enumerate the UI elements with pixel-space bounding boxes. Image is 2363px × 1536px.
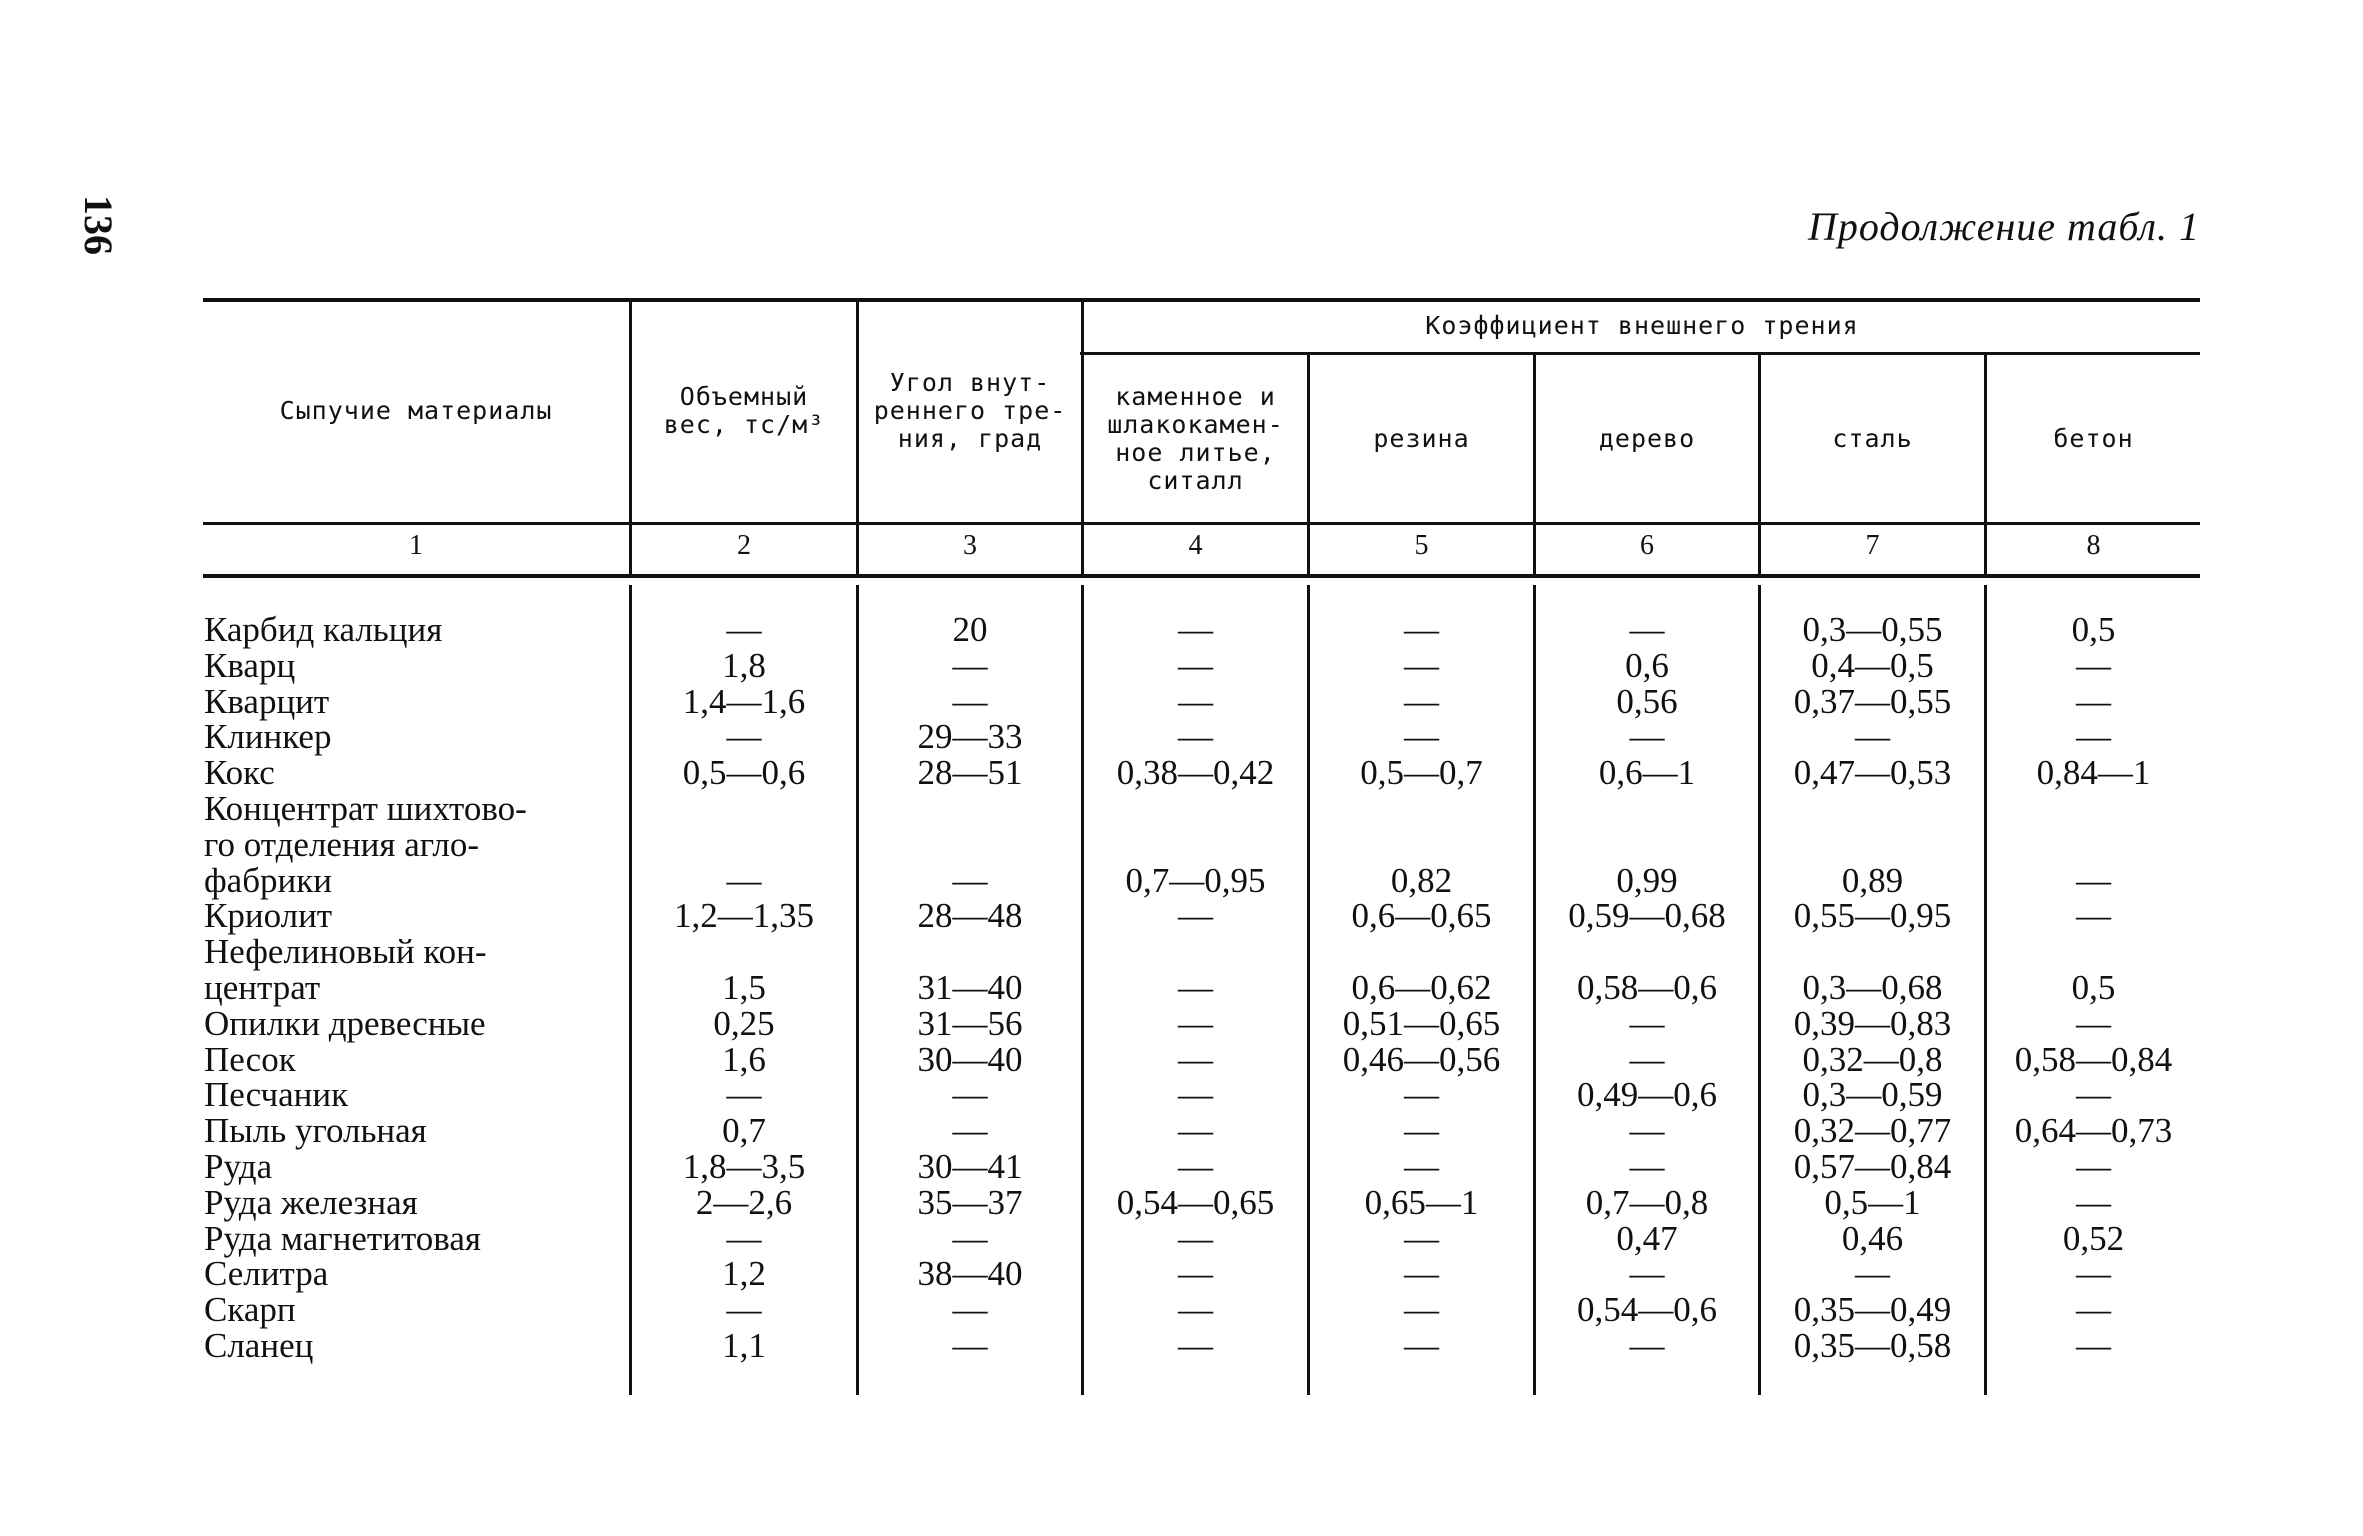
table-cell: — (1178, 1290, 1213, 1330)
table-cell: 0,89 (1841, 860, 1904, 900)
table-cell: 1,2—1,35 (674, 896, 814, 936)
table-cell: — (952, 681, 988, 721)
table-cell: — (2076, 1326, 2111, 1365)
table-row (0, 1182, 2363, 1222)
table-cell (632, 827, 856, 863)
table-cell: — (1178, 1147, 1213, 1186)
table-cell: 0,6—0,65 (1351, 896, 1492, 936)
material-name: Опилки древесные (204, 1003, 486, 1043)
table-row (0, 1218, 2363, 1258)
table-cell: — (1404, 645, 1439, 685)
table-cell: — (2076, 717, 2111, 757)
table-cell: — (1178, 1254, 1213, 1294)
table-cell: 0,49—0,6 (1577, 1075, 1717, 1115)
header-friction-angle: Угол внут- реннего тре- ния, град (873, 368, 1067, 453)
material-name: го отделения агло- (204, 824, 479, 864)
table-cell (1761, 791, 1984, 827)
material-name: Скарп (204, 1290, 296, 1330)
table-row (0, 934, 2363, 970)
table-cell: 1,4—1,6 (682, 681, 806, 721)
table-cell: 0,58—0,6 (1577, 968, 1717, 1007)
table-cell: — (1404, 1290, 1439, 1330)
table-cell: 0,6 (1625, 645, 1669, 685)
table-cell: 0,51—0,65 (1342, 1003, 1501, 1043)
material-name: Концентрат шихтово- (204, 789, 527, 828)
table-cell: — (726, 717, 762, 757)
table-row (0, 824, 2363, 864)
table-cell: 0,35—0,58 (1793, 1326, 1952, 1365)
table-cell: — (1178, 1218, 1213, 1258)
table-cell: 0,5—1 (1824, 1182, 1921, 1222)
table-cell (1987, 827, 2200, 863)
table-cell: 0,32—0,77 (1793, 1111, 1952, 1151)
column-number: 2 (737, 530, 751, 561)
table-cell: 1,8 (722, 645, 766, 685)
header-wood: дерево (1598, 423, 1696, 453)
table-cell: — (1178, 896, 1213, 936)
material-name: Нефелиновый кон- (204, 932, 487, 972)
table-cell: — (1404, 1075, 1439, 1115)
header-rubber: резина (1373, 423, 1470, 453)
header-stone-casting: каменное и шлакокамен- ное литье, ситалл (1107, 381, 1284, 495)
table-cell (1536, 827, 1758, 863)
table-cell: — (726, 1075, 762, 1115)
table-cell: 0,5 (2071, 968, 2116, 1007)
table-cell: — (1629, 610, 1665, 649)
table-cell: — (1178, 1003, 1213, 1043)
table-row (0, 1149, 2363, 1185)
column-number: 1 (409, 530, 423, 561)
material-name: Песок (204, 1039, 296, 1079)
table-cell (1310, 827, 1533, 863)
table-cell: — (1629, 1003, 1665, 1043)
table-cell: 30—41 (917, 1147, 1023, 1186)
table-cell: — (1178, 968, 1213, 1007)
table-cell (1084, 827, 1307, 863)
table-cell (1084, 791, 1307, 827)
table-row (0, 970, 2363, 1006)
table-cell: 0,5—0,7 (1360, 753, 1483, 793)
table-cell: — (1404, 1326, 1439, 1365)
table-cell: 0,7—0,95 (1125, 860, 1266, 900)
column-number: 4 (1188, 530, 1203, 561)
table-cell: 0,55—0,95 (1793, 896, 1952, 936)
material-name: Песчаник (204, 1075, 349, 1115)
table-cell: 1,5 (722, 968, 766, 1007)
table-cell: — (1178, 1039, 1213, 1079)
table-row (0, 755, 2363, 791)
table-cell: — (1178, 717, 1213, 757)
table-cell: 0,4—0,5 (1811, 645, 1934, 685)
material-name: Пыль угольная (204, 1111, 427, 1151)
table-cell: 1,6 (722, 1039, 766, 1079)
table-cell: — (2076, 645, 2111, 685)
table-cell: 0,58—0,84 (2014, 1039, 2173, 1079)
header-bulk-weight: Объемный вес, тс/м³ (663, 382, 825, 439)
table-cell: 31—56 (917, 1003, 1023, 1043)
table-cell: — (2076, 1290, 2111, 1330)
page-number: 136 (76, 195, 121, 255)
table-cell (1761, 827, 1984, 863)
table-cell: 0,5 (2071, 610, 2116, 649)
table-cell: 0,7—0,8 (1585, 1182, 1709, 1222)
material-name: Карбид кальция (204, 610, 443, 649)
column-number: 3 (963, 530, 977, 561)
table-cell: — (1404, 1218, 1439, 1258)
table-cell: — (1178, 645, 1213, 685)
table-cell: — (952, 860, 988, 900)
table-cell: 0,54—0,65 (1116, 1182, 1275, 1222)
table-cell (1536, 934, 1758, 970)
table-cell: 0,84—1 (2036, 753, 2151, 793)
table-cell: — (2076, 1147, 2111, 1186)
table-cell: 0,47 (1616, 1218, 1678, 1258)
table-cell: 0,6—0,62 (1351, 968, 1492, 1007)
table-cell: — (2076, 1075, 2111, 1115)
table-cell: — (1404, 1147, 1439, 1186)
table-cell: 30—40 (917, 1039, 1023, 1079)
column-number: 5 (1414, 530, 1429, 561)
table-cell: 0,57—0,84 (1793, 1147, 1952, 1186)
table-cell: 0,59—0,68 (1568, 896, 1726, 936)
table-cell: — (952, 1326, 988, 1365)
material-name: Руда магнетитовая (204, 1218, 481, 1258)
table-cell (859, 934, 1081, 970)
table-cell (859, 791, 1081, 827)
table-continuation-title: Продолжение табл. 1 (1807, 204, 2200, 249)
table-cell: 0,64—0,73 (2014, 1111, 2173, 1151)
table-row (0, 1077, 2363, 1113)
header-external-friction: Коэффициент внешнего трения (1425, 311, 1859, 340)
table-cell: — (952, 1075, 988, 1115)
table-cell: 35—37 (917, 1182, 1023, 1222)
table-cell (632, 934, 856, 970)
table-cell: 0,38—0,42 (1116, 753, 1275, 793)
material-name: Кварцит (204, 681, 330, 721)
table-row (0, 719, 2363, 755)
table-row (0, 1328, 2363, 1364)
table-cell: — (1629, 717, 1665, 757)
column-number: 8 (2086, 530, 2101, 561)
table-cell (859, 827, 1081, 863)
material-name: Клинкер (204, 717, 332, 757)
table-cell: 0,37—0,55 (1793, 681, 1952, 721)
table-cell: — (726, 860, 762, 900)
table-cell (1310, 934, 1533, 970)
header-steel: сталь (1832, 423, 1913, 453)
table-cell: — (1629, 1039, 1665, 1079)
table-cell: — (952, 645, 988, 685)
table-row (0, 791, 2363, 827)
table-cell: — (952, 1218, 988, 1258)
table-cell: — (1629, 1111, 1665, 1151)
table-row (0, 645, 2363, 685)
table-cell: — (726, 1290, 762, 1330)
table-cell: — (1855, 717, 1890, 757)
header-materials: Сыпучие материалы (279, 396, 553, 425)
table-cell: 0,46 (1841, 1218, 1904, 1258)
table-row (0, 898, 2363, 934)
table-cell: 0,3—0,59 (1802, 1075, 1943, 1115)
material-name: Кварц (204, 645, 296, 685)
table-cell: 0,46—0,56 (1342, 1039, 1501, 1079)
material-name: Селитра (204, 1254, 329, 1294)
table-cell: 0,35—0,49 (1793, 1290, 1952, 1330)
table-cell: 0,3—0,55 (1802, 610, 1943, 649)
table-cell: 1,2 (722, 1254, 766, 1294)
table-cell: 0,52 (2062, 1218, 2125, 1258)
table-cell: — (2076, 1182, 2111, 1222)
material-name: центрат (204, 968, 321, 1007)
table-cell: 1,1 (722, 1326, 766, 1365)
table-cell: 31—40 (917, 968, 1023, 1007)
table-cell: — (1178, 1111, 1213, 1151)
table-cell: — (952, 1290, 988, 1330)
table-row (0, 860, 2363, 900)
table-cell: — (1404, 1111, 1439, 1151)
table-cell: 0,39—0,83 (1793, 1003, 1952, 1043)
table-cell: — (1404, 717, 1439, 757)
header-bottom-rule (203, 522, 2200, 525)
column-numbers-rule (203, 574, 2200, 578)
table-cell: — (2076, 1254, 2111, 1294)
table-cell: 0,54—0,6 (1577, 1290, 1717, 1330)
table-cell: — (1629, 1326, 1665, 1365)
table-cell: — (2076, 860, 2111, 900)
table-cell: 0,25 (713, 1003, 775, 1043)
table-cell: 0,47—0,53 (1793, 753, 1952, 793)
table-cell: 2—2,6 (695, 1182, 793, 1222)
material-name: Сланец (204, 1326, 314, 1365)
table-cell: 20 (952, 610, 988, 649)
table-cell: — (1404, 610, 1439, 649)
table-cell: — (1178, 610, 1213, 649)
table-cell: 0,82 (1390, 860, 1453, 900)
table-cell (1987, 934, 2200, 970)
table-cell: — (952, 1111, 988, 1151)
table-row (0, 1003, 2363, 1043)
table-cell (1987, 791, 2200, 827)
table-row (0, 1292, 2363, 1328)
table-row (0, 1039, 2363, 1079)
table-row (0, 1113, 2363, 1149)
table-cell: — (726, 610, 762, 649)
table-cell: — (2076, 1003, 2111, 1043)
table-cell: — (1629, 1147, 1665, 1186)
table-row (0, 612, 2363, 648)
column-number: 6 (1640, 530, 1654, 561)
table-cell: — (1178, 1075, 1213, 1115)
table-cell: — (1404, 681, 1439, 721)
table-cell: — (726, 1218, 762, 1258)
material-name: Криолит (204, 896, 333, 936)
table-cell: 0,32—0,8 (1802, 1039, 1943, 1079)
table-cell (632, 791, 856, 827)
table-cell (1536, 791, 1758, 827)
table-cell: 0,5—0,6 (682, 753, 806, 793)
material-name: Кокс (204, 753, 275, 793)
table-cell: 28—51 (917, 753, 1023, 793)
table-cell: 0,65—1 (1364, 1182, 1479, 1222)
material-name: Руда (204, 1147, 273, 1186)
material-name: фабрики (204, 860, 332, 900)
table-cell (1310, 791, 1533, 827)
table-cell: 0,3—0,68 (1802, 968, 1943, 1007)
table-cell: 29—33 (917, 717, 1023, 757)
table-cell: 0,99 (1616, 860, 1678, 900)
table-cell: — (1178, 1326, 1213, 1365)
table-cell: 0,6—1 (1598, 753, 1696, 793)
table-row (0, 1256, 2363, 1292)
header-concrete: бетон (2053, 423, 2134, 453)
table-cell: 0,7 (722, 1111, 766, 1151)
table-cell: 0,56 (1616, 681, 1678, 721)
table-cell: 28—48 (917, 896, 1023, 936)
table-cell: — (1629, 1254, 1665, 1294)
table-cell: — (2076, 681, 2111, 721)
table-row (0, 681, 2363, 721)
table-cell (1084, 934, 1307, 970)
column-number: 7 (1865, 530, 1880, 561)
table-cell: — (1855, 1254, 1890, 1294)
table-cell: 38—40 (917, 1254, 1023, 1294)
material-name: Руда железная (204, 1182, 418, 1222)
table-cell: — (2076, 896, 2111, 936)
table-cell: — (1404, 1254, 1439, 1294)
table-cell: — (1178, 681, 1213, 721)
table-cell (1761, 934, 1984, 970)
table-cell: 1,8—3,5 (682, 1147, 806, 1186)
